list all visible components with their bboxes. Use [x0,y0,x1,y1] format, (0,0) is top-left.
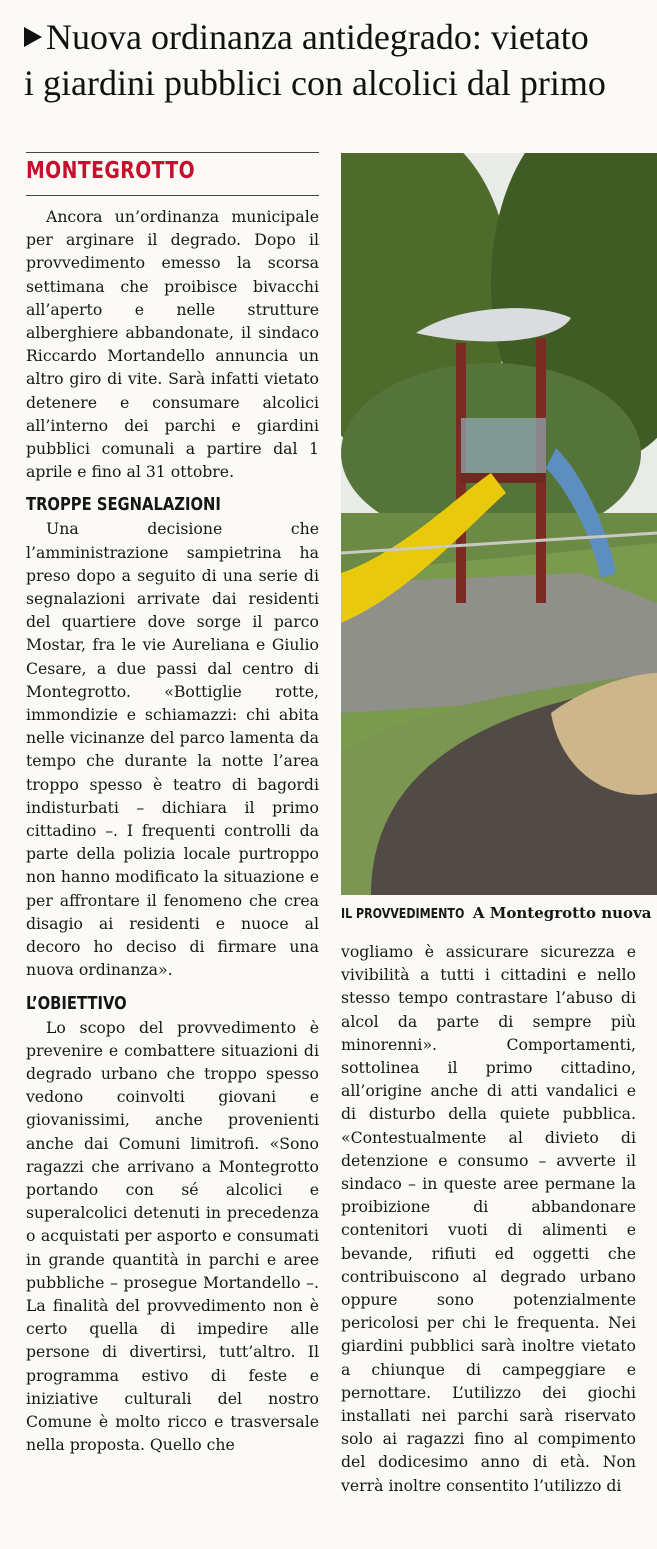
headline-line-1 [24,14,657,60]
article-paragraph-4: vogliamo è assicurare sicurezza e vivibilità a tutti i cittadini e nello stesso tempo contrastare l’abuso di alcol da parte di sempre più minorenni». Comportamenti, sottolinea il primo cittadino, all’origine anche di atti vandalici e di disturbo della quiete pubblica. «Contestualmente al divieto di detenzione e consumo – avverte il sindaco – in queste aree permane la proibizione di abbandonare contenitori vuoti di alimenti e bevande, rifiuti ed oggetti che contribuiscono al degrado urbano oppure sono potenzialmente pericolosi per chi le frequenta. Nei giardini pubblici sarà inoltre vietato a chiunque di campeggiare e pernottare. L’utilizzo dei giochi installati nei parchi sarà riservato solo ai ragazzi fino al compimento del dodicesimo anno di età. Non verrà inoltre consentito l’utilizzo di [341,942,636,1495]
kicker-rule-bottom [26,195,319,196]
article-column-1 [26,205,319,1456]
headline-line-2: i giardini pubblici con alcolici dal primo [24,63,606,103]
triangle-bullet-icon [24,27,42,47]
section-kicker: MONTEGROTTO [26,158,196,184]
subhead-segnalazioni: TROPPE SEGNALAZIONI [26,494,221,516]
playground-photo [341,153,657,895]
playground-illustration [341,153,657,895]
kicker-rule-top [26,152,319,153]
article-column-2 [341,940,636,1497]
article-paragraph-2: Una decisione che l’amministrazione sampietrina ha preso dopo a seguito di una serie di segnalazioni arrivate dai residenti del quartiere dove sorge il parco Mostar, fra le vie Aureliana e Giulio Cesare, a due passi dal centro di Montegrotto. «Bottiglie rotte, immondizie e schiamazzi: chi abita nelle vicinanze del parco lamenta da tempo che durante la notte l’area troppo spesso è teatro di bagordi indisturbati – dichiara il primo cittadino –. I frequenti controlli da parte della polizia locale purtroppo non hanno modificato la situazione e per affrontare il fenomeno che crea disagio ai residenti e nuoce al decoro ho deciso di firmare una nuova ordinanza». [26,519,319,980]
subhead-obiettivo: L’OBIETTIVO [26,992,127,1014]
headline [24,14,657,106]
photo-caption [341,904,657,922]
caption-text: A Montegrotto nuova [472,904,652,922]
article-intro: Ancora un’ordinanza municipale per arginare il degrado. Dopo il provvedimento emesso la scorsa settimana che proibisce bivacchi all’aperto e nelle strutture alberghiere abbandonate, il sindaco Riccardo Mortandello annuncia un altro giro di vite. Sarà infatti vietato detenere e consumare alcolici all’interno dei parchi e giardini pubblici comunali a partire dal 1 aprile e fino al 31 ottobre. [26,207,319,482]
caption-label: IL PROVVEDIMENTO [341,907,465,922]
headline-text-1: Nuova ordinanza antidegrado: vietato [46,17,589,57]
article-paragraph-3: Lo scopo del provvedimento è prevenire e combattere situazioni di degrado urbano che troppo spesso vedono coinvolti giovani e giovanissimi, anche provenienti anche dai Comuni limitrofi. «Sono ragazzi che arrivano a Montegrotto portando con sé alcolici e superalcolici detenuti in precedenza o acquistati per asporto e consumati in grande quantità in parchi e aree pubbliche – prosegue Mortandello –. La finalità del provvedimento non è certo quella di impedire alle persone di divertirsi, tutt’altro. Il programma estivo di feste e iniziative culturali del nostro Comune è molto ricco e trasversale nella proposta. Quello che [26,1017,319,1455]
